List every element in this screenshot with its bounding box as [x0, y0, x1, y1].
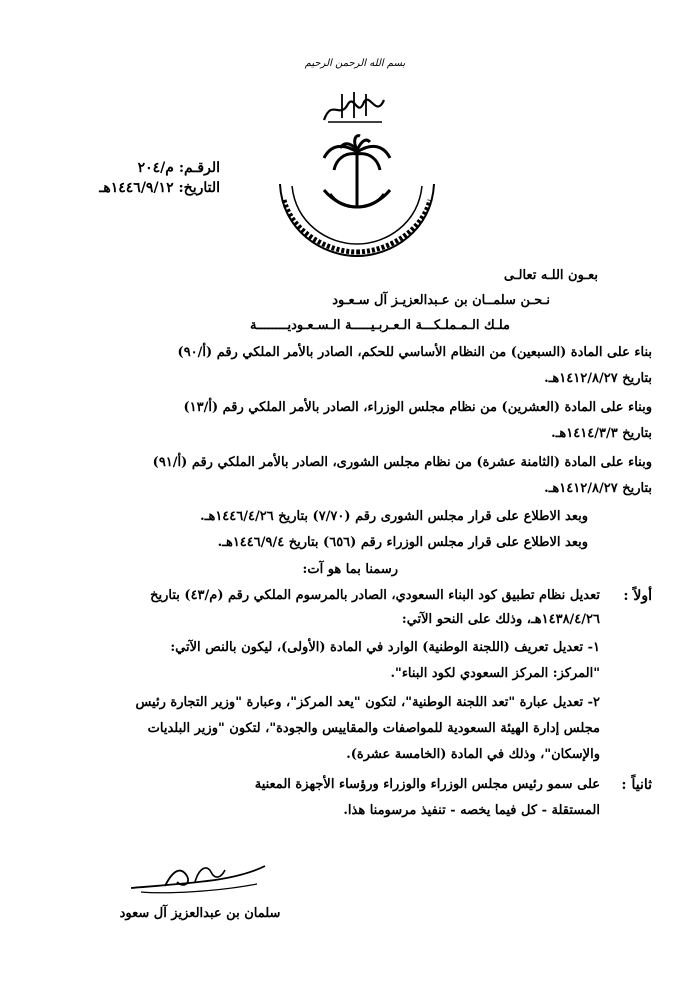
article-one-item: ١- تعديل تعريف (اللجنة الوطنية) الوارد في المادة (الأولى)، ليكون بالنص الآتي: [170, 640, 600, 655]
basmala: بسم الله الرحمن الرحيم [304, 58, 406, 69]
article-two-label: ثانياً : [621, 777, 652, 793]
preamble-line: بتاريخ ١٤١٢/٨/٢٧هـ. [544, 371, 652, 386]
article-one-item: ٢- تعديل عبارة "تعد اللجنة الوطنية"، لتكون "يعد المركز"، وعبارة "وزير التجارة رئيس [135, 695, 600, 710]
handwritten-signature [125, 858, 275, 900]
preamble-line: بناء على المادة (السبعين) من النظام الأساسي للحكم، الصادر بالأمر الملكي رقم (أ/٩٠) [177, 345, 652, 360]
preamble-line: وبناء على المادة (العشرين) من نظام مجلس الوزراء، الصادر بالأمر الملكي رقم (أ/١٣) [183, 400, 652, 415]
article-two-line: على سمو رئيس مجلس الوزراء والوزراء ورؤساء الأجهزة المعنية [254, 777, 600, 792]
preamble-line: وبعد الاطلاع على قرار مجلس الشورى رقم (٧/٧٠) بتاريخ ١٤٤٦/٤/٢٦هـ. [200, 509, 588, 524]
article-one-item: "المركز: المركز السعودي لكود البناء". [390, 666, 600, 681]
preamble-line: بتاريخ ١٤١٢/٨/٢٧هـ. [544, 481, 652, 496]
date-value: ١٤٤٦/٩/١٢هـ [99, 180, 174, 196]
article-one-item: مجلس إدارة الهيئة السعودية للمواصفات والمقاييس والجودة"، لتكون "وزير البلديات [147, 721, 600, 736]
document-number [80, 160, 220, 176]
national-emblem-seal [272, 130, 442, 260]
king-title-line: ملـك الـمـملـكـــة الـعـربـيـــــة الـسـعـوديــــــــة [250, 318, 510, 333]
article-two-line: المستقلة - كل فيما يخصه - تنفيذ مرسومنا هذا. [343, 803, 600, 818]
article-one-line: تعديل نظام تطبيق كود البناء السعودي، الصادر بالمرسوم الملكي رقم (م/٤٣) بتاريخ [150, 588, 600, 603]
date-label: التاريخ: [178, 180, 220, 196]
number-label: الرقـم: [178, 160, 220, 176]
preamble-line: وبناء على المادة (الثامنة عشرة) من نظام مجلس الشورى، الصادر بالأمر الملكي رقم (أ/٩١) [152, 455, 652, 470]
document-meta [80, 160, 220, 196]
preamble-line: وبعد الاطلاع على قرار مجلس الوزراء رقم (٦٥٦) بتاريخ ١٤٤٦/٩/٤هـ. [217, 535, 588, 550]
signatory-name: سلمان بن عبدالعزيز آل سعود [119, 906, 281, 921]
decree-intro: رسمنا بما هو آت: [302, 562, 398, 577]
article-one-label: أولاً : [623, 588, 652, 604]
preamble-line: بتاريخ ١٤١٤/٣/٣هـ. [551, 426, 652, 441]
document-date [80, 180, 220, 196]
calligraphy-emblem [318, 88, 392, 128]
article-one-item: والإسكان"، وذلك في المادة (الخامسة عشرة). [346, 747, 600, 762]
number-value: م/٢٠٤ [137, 160, 174, 176]
invocation: بعـون اللـه تعالـى [503, 268, 598, 283]
king-name-line: نـحـن سلمــان بن عـبدالعزيـز آل سـعـود [332, 293, 550, 308]
article-one-line: ١٤٣٨/٤/٢٦هـ، وذلك على النحو الآتي: [401, 612, 600, 627]
